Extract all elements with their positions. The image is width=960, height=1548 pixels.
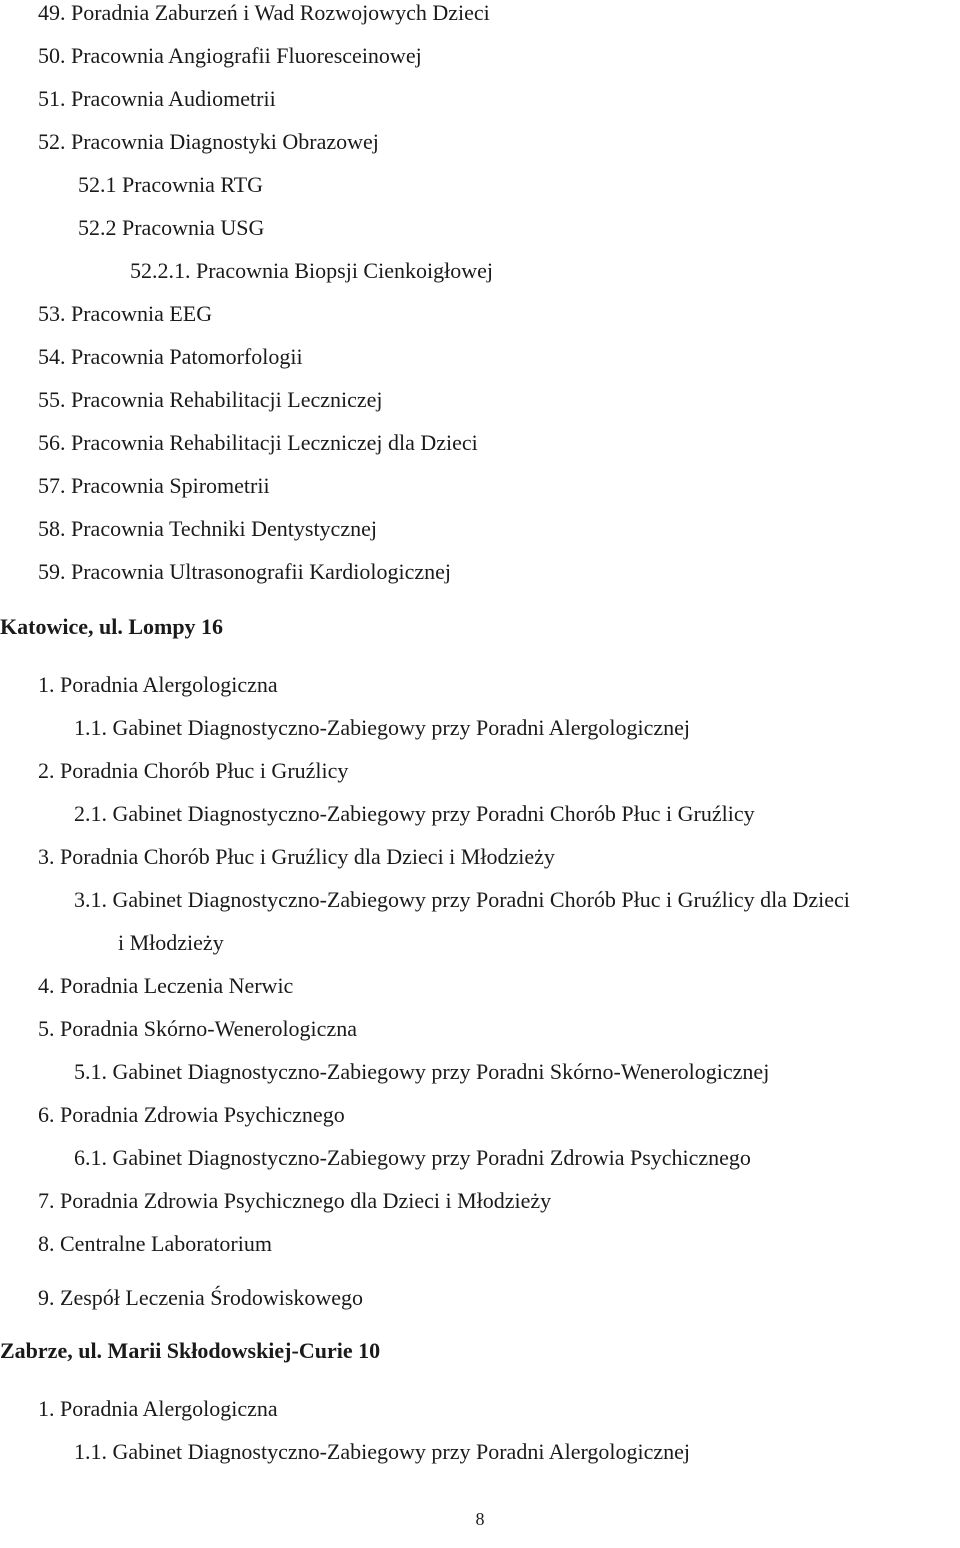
list-item <box>74 887 850 913</box>
item-text: Pracownia Patomorfologii <box>71 344 303 369</box>
item-number: 56. <box>38 430 66 455</box>
list-item <box>74 1145 751 1171</box>
item-number: 52. <box>38 129 66 154</box>
list-item <box>38 559 451 585</box>
item-number: 52.2 <box>78 215 117 240</box>
list-item <box>38 1016 357 1042</box>
list-item <box>38 1188 551 1214</box>
section-heading-zabrze: Zabrze, ul. Marii Skłodowskiej-Curie 10 <box>0 1338 381 1363</box>
item-text: Gabinet Diagnostyczno-Zabiegowy przy Poradni Chorób Płuc i Gruźlicy dla Dzieci <box>112 887 850 912</box>
list-item <box>38 301 212 327</box>
list-item <box>38 973 293 999</box>
list-item <box>38 86 276 112</box>
item-text: Gabinet Diagnostyczno-Zabiegowy przy Poradni Chorób Płuc i Gruźlicy <box>112 801 755 826</box>
item-text: Poradnia Chorób Płuc i Gruźlicy dla Dzieci i Młodzieży <box>60 844 555 869</box>
list-item <box>38 129 379 155</box>
item-text: Pracownia Spirometrii <box>71 473 270 498</box>
item-number: 55. <box>38 387 66 412</box>
item-number: 6. <box>38 1102 55 1127</box>
item-text: Pracownia USG <box>122 215 265 240</box>
item-number: 57. <box>38 473 66 498</box>
item-number: 2.1. <box>74 801 107 826</box>
item-text: Pracownia Angiografii Fluoresceinowej <box>71 43 422 68</box>
item-number: 6.1. <box>74 1145 107 1170</box>
item-text: Pracownia Audiometrii <box>71 86 276 111</box>
list-item <box>38 0 490 26</box>
item-number: 8. <box>38 1231 55 1256</box>
item-text: Gabinet Diagnostyczno-Zabiegowy przy Poradni Zdrowia Psychicznego <box>112 1145 751 1170</box>
item-number: 52.1 <box>78 172 117 197</box>
item-number: 1. <box>38 672 55 697</box>
item-text: Pracownia Rehabilitacji Leczniczej dla Dzieci <box>71 430 478 455</box>
list-item <box>38 430 478 456</box>
item-text: i Młodzieży <box>118 930 224 955</box>
item-text: Pracownia Biopsji Cienkoigłowej <box>196 258 493 283</box>
item-text: Centralne Laboratorium <box>60 1231 272 1256</box>
item-text: Poradnia Alergologiczna <box>60 1396 278 1421</box>
item-number: 54. <box>38 344 66 369</box>
list-item <box>78 172 263 198</box>
item-text: Poradnia Zdrowia Psychicznego dla Dzieci i Młodzieży <box>60 1188 552 1213</box>
list-item <box>74 715 690 741</box>
item-text: Pracownia RTG <box>122 172 264 197</box>
item-number: 3. <box>38 844 55 869</box>
list-item <box>38 1396 278 1422</box>
item-text: Poradnia Zaburzeń i Wad Rozwojowych Dzieci <box>71 0 490 25</box>
item-text: Poradnia Alergologiczna <box>60 672 278 697</box>
item-number: 49. <box>38 0 66 25</box>
item-number: 1.1. <box>74 1439 107 1464</box>
list-item <box>78 215 264 241</box>
item-text: Gabinet Diagnostyczno-Zabiegowy przy Poradni Skórno-Wenerologicznej <box>112 1059 770 1084</box>
list-item <box>74 1439 690 1465</box>
list-item <box>38 672 278 698</box>
item-text: Poradnia Skórno-Wenerologiczna <box>60 1016 357 1041</box>
list-item <box>38 844 555 870</box>
list-item <box>38 516 377 542</box>
item-text: Pracownia EEG <box>71 301 213 326</box>
list-item <box>74 801 755 827</box>
item-text: Gabinet Diagnostyczno-Zabiegowy przy Poradni Alergologicznej <box>112 1439 691 1464</box>
list-item <box>38 473 270 499</box>
item-text: Poradnia Chorób Płuc i Gruźlicy <box>60 758 349 783</box>
item-number: 2. <box>38 758 55 783</box>
item-text: Pracownia Techniki Dentystycznej <box>71 516 377 541</box>
item-text: Pracownia Ultrasonografii Kardiologicznej <box>71 559 451 584</box>
list-item <box>74 1059 769 1085</box>
item-number: 9. <box>38 1285 55 1310</box>
list-item <box>38 1102 345 1128</box>
list-item <box>130 258 493 284</box>
list-item <box>38 387 383 413</box>
item-number: 53. <box>38 301 66 326</box>
list-item <box>38 43 422 69</box>
item-number: 5. <box>38 1016 55 1041</box>
item-number: 1. <box>38 1396 55 1421</box>
item-text: Poradnia Zdrowia Psychicznego <box>60 1102 345 1127</box>
item-number: 59. <box>38 559 66 584</box>
item-text: Gabinet Diagnostyczno-Zabiegowy przy Poradni Alergologicznej <box>112 715 691 740</box>
item-text: Pracownia Diagnostyki Obrazowej <box>71 129 379 154</box>
list-item <box>38 758 348 784</box>
item-number: 50. <box>38 43 66 68</box>
item-number: 7. <box>38 1188 55 1213</box>
item-number: 51. <box>38 86 66 111</box>
list-item-continuation <box>118 930 224 956</box>
page-number: 8 <box>475 1509 485 1529</box>
item-number: 3.1. <box>74 887 107 912</box>
list-item <box>38 1231 272 1257</box>
list-item <box>38 1285 363 1311</box>
item-number: 52.2.1. <box>130 258 191 283</box>
item-text: Zespół Leczenia Środowiskowego <box>60 1285 364 1310</box>
item-number: 4. <box>38 973 55 998</box>
section-heading-katowice: Katowice, ul. Lompy 16 <box>0 614 224 639</box>
item-text: Poradnia Leczenia Nerwic <box>60 973 294 998</box>
item-text: Pracownia Rehabilitacji Leczniczej <box>71 387 383 412</box>
item-number: 1.1. <box>74 715 107 740</box>
list-item <box>38 344 303 370</box>
item-number: 5.1. <box>74 1059 107 1084</box>
item-number: 58. <box>38 516 66 541</box>
